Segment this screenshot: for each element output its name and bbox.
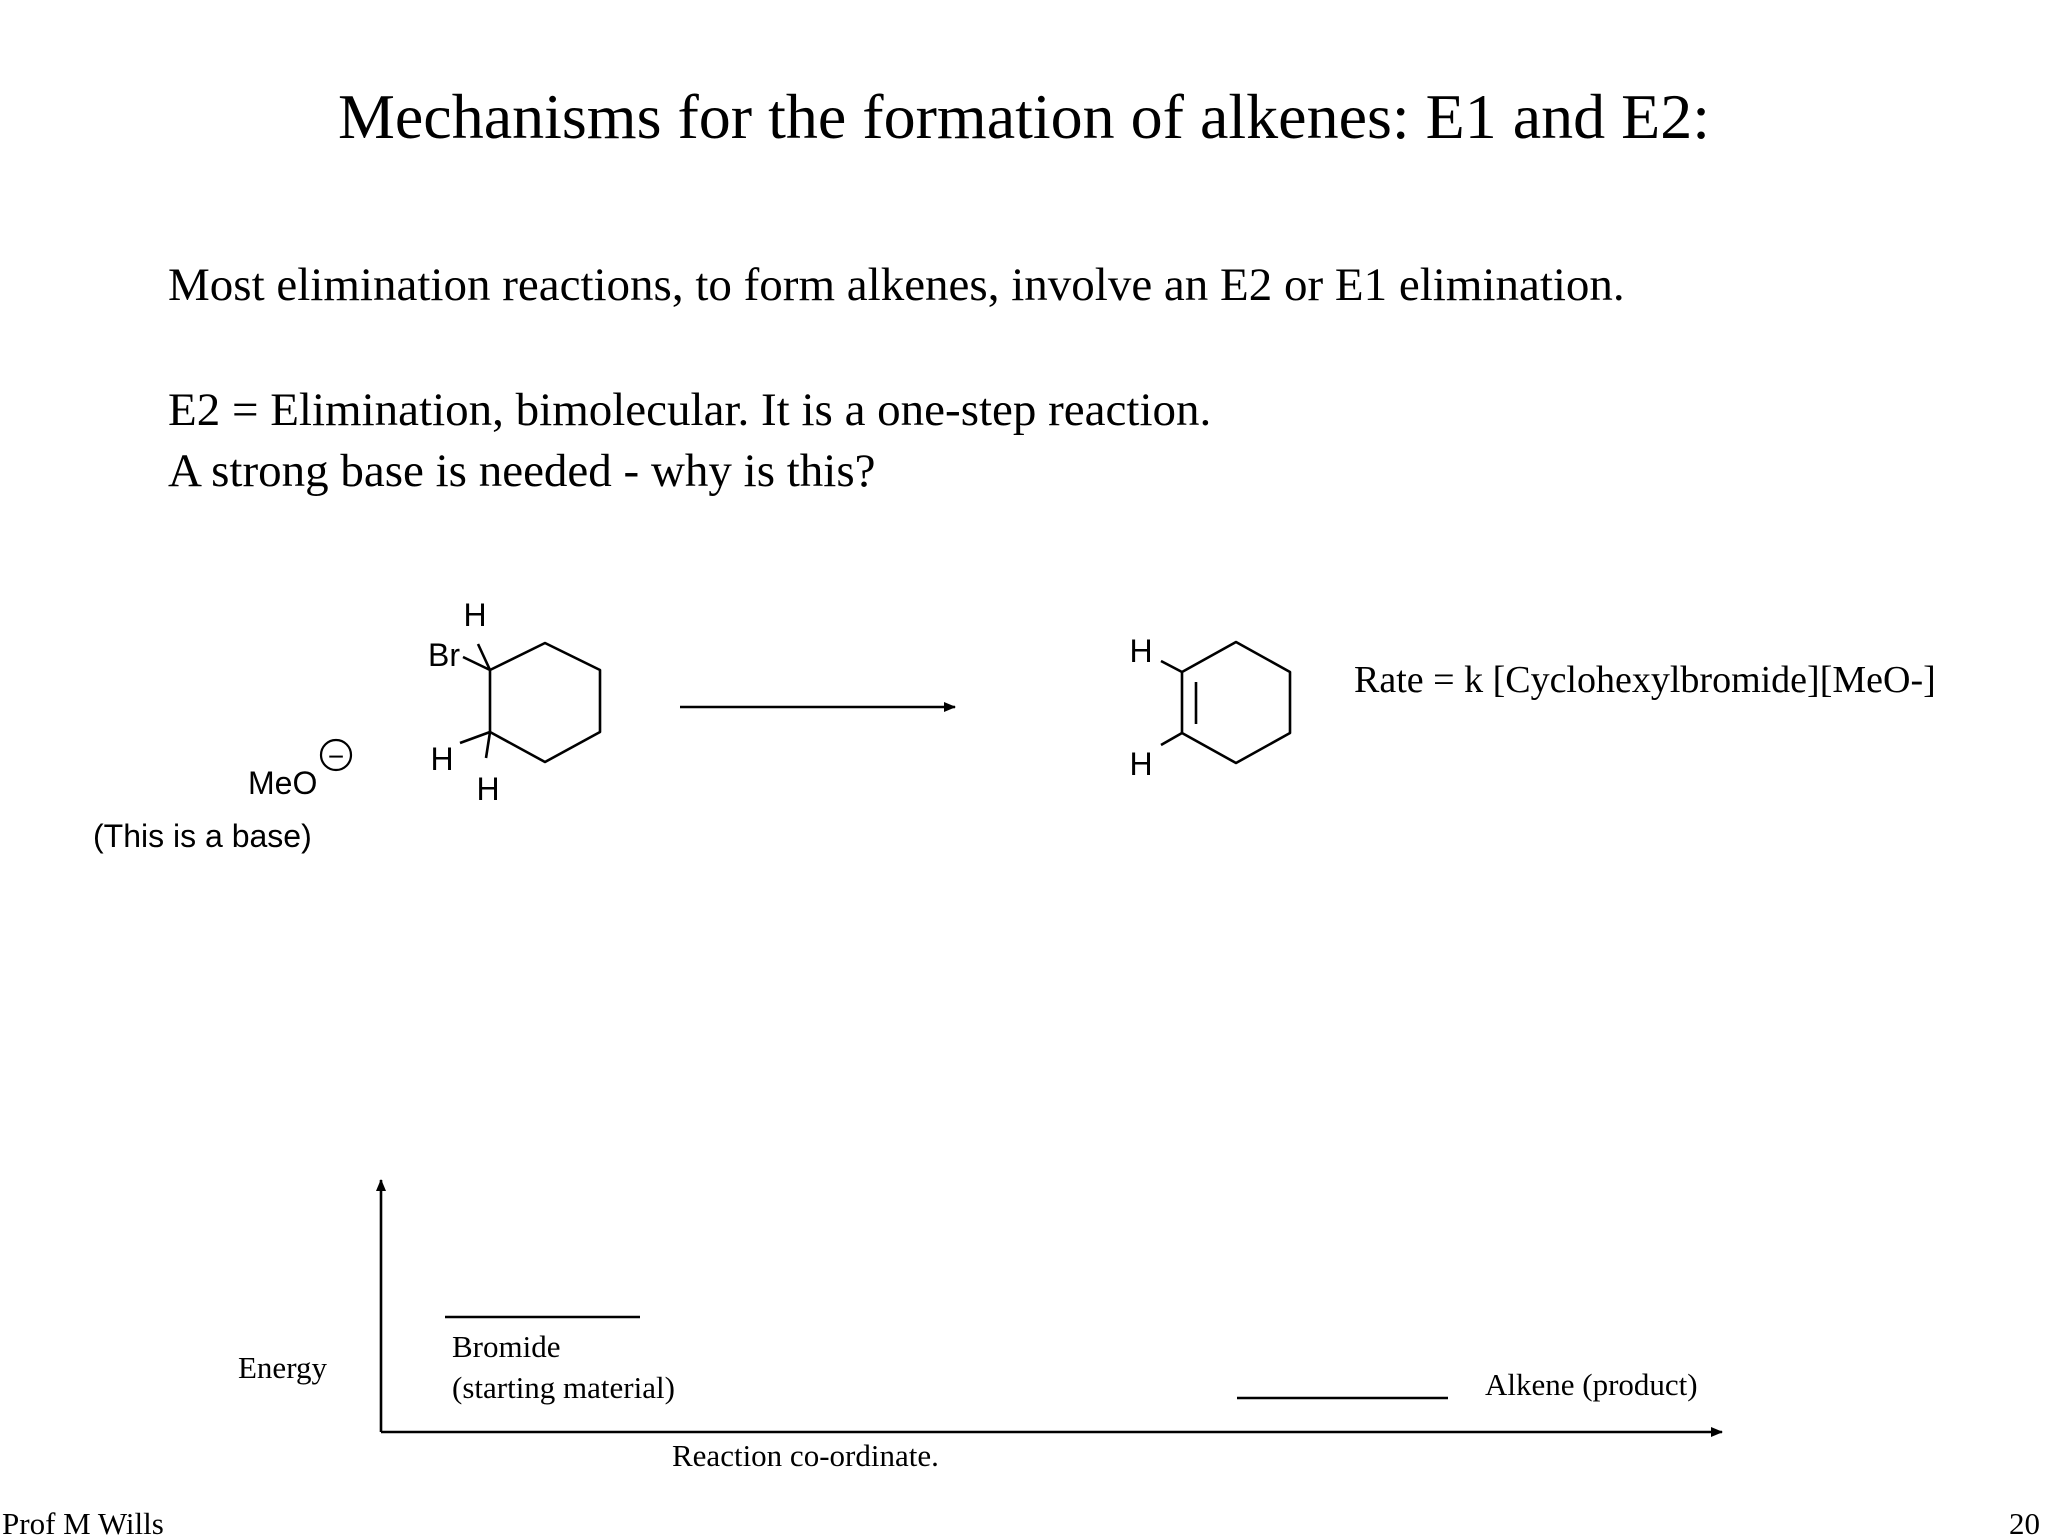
substrate-h-bottom: H [476,771,500,807]
reaction-coordinate-label: Reaction co-ordinate. [672,1438,939,1473]
cyclohexene-structure [1161,642,1290,763]
cyclohexylbromide-structure [460,643,600,762]
page-number: 20 [2009,1506,2040,1536]
intro-text: Most elimination reactions, to form alkenes, involve an E2 or E1 elimination. [168,259,1625,311]
product-label: Alkene (product) [1485,1367,1698,1402]
substrate-h-top: H [463,597,487,633]
base-note: (This is a base) [93,818,312,854]
starting-material-label-line2: (starting material) [452,1370,675,1405]
product-h-bottom: H [1129,746,1153,782]
product-h-top: H [1129,633,1153,669]
rate-law: Rate = k [Cyclohexylbromide][MeO-] [1354,659,1936,701]
substrate-h-left: H [430,741,454,777]
starting-material-label-line1: Bromide [452,1329,561,1364]
e2-definition-text: E2 = Elimination, bimolecular. It is a one-step reaction. [168,384,1212,436]
negative-charge-sign: − [327,741,345,772]
footer-author: Prof M Wills [2,1506,164,1536]
strong-base-question: A strong base is needed - why is this? [168,445,876,497]
energy-axis-label: Energy [238,1350,327,1385]
slide-title: Mechanisms for the formation of alkenes: E1 and E2: [337,81,1711,152]
substrate-bromine: Br [428,637,460,673]
methoxide-label: MeO [248,765,318,801]
